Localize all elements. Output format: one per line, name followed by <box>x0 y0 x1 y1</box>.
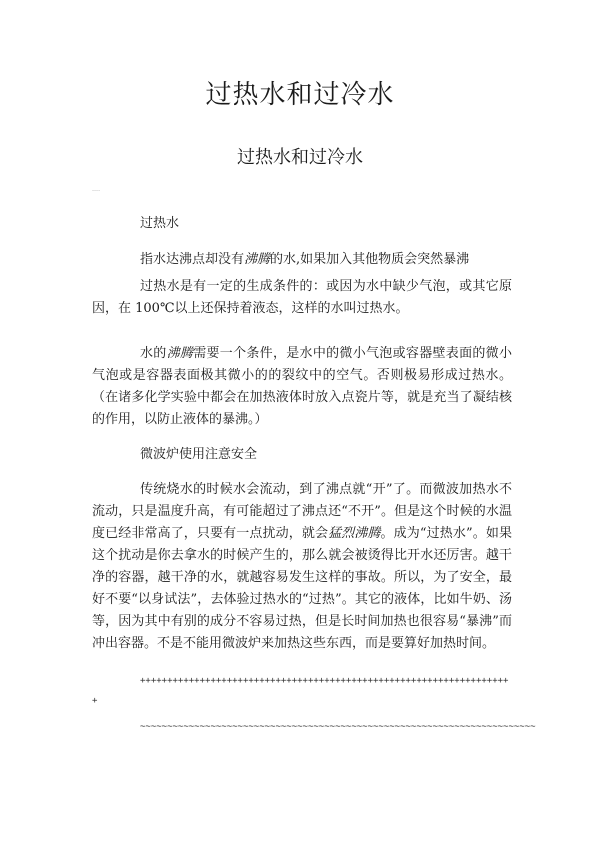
definition-line <box>140 249 469 271</box>
paragraph-1: 过热水是有一定的生成条件的：或因为水中缺少气泡，或其它原因，在 100℃以上还保持着液态，这样的水叫过热水。 <box>92 279 512 316</box>
paragraph-2-pre: 水的 <box>140 346 167 361</box>
paragraph-3-post: 。成为“过热水”。如果这个扰动是你去拿水的时候产生的，那么就会被烫得比开水还厉害。越干净的容器，越干净的水，就越容易发生这样的事故。所以，为了安全，最好不要“以身试法”，去体验过热水的“过热”。其它的液体，比如牛奶、汤等，因为其中有别的成分不容易过热，但是长时间加热也很容易“暴沸”而冲出容器。不是不能用微波炉来加热这些东西，而是要算好加热时间。 <box>92 526 512 651</box>
definition-text-post: 的水,如果加入其他物质会突然暴沸 <box>270 252 470 267</box>
section-heading-microwave-safety: 微波炉使用注意安全 <box>140 447 258 462</box>
sub-title: 过热水和过冷水 <box>237 147 363 168</box>
plus-divider: +++++++++++++++++++++++++++++++++++++++++++++++++++++++++++++++++++++ <box>92 676 509 706</box>
tiny-mark: ---- <box>92 187 101 194</box>
definition-text-emphasis: 沸腾 <box>244 252 271 267</box>
paragraph-2 <box>92 343 512 431</box>
definition-text-pre: 指水达沸点却没有 <box>140 252 245 267</box>
section-heading-superheated-water: 过热水 <box>140 216 180 231</box>
paragraph-3-emphasis: 猛烈沸腾 <box>328 526 381 541</box>
main-title: 过热水和过冷水 <box>205 80 395 110</box>
paragraph-3 <box>92 479 512 655</box>
tilde-divider: ~~~~~~~~~~~~~~~~~~~~~~~~~~~~~~~~~~~~~~~~~~~~~~~~~~~~~~~~~~~~~~~~~~~~~~~~~ <box>140 722 536 732</box>
paragraph-2-emphasis: 沸腾 <box>166 346 194 361</box>
paragraph-3-pre: 传统烧水的时候水会流动，到了沸点就“开”了。而微波加热水不流动，只是温度升高，有可能超过了沸点还“不开”。但是这个时候的水温度已经非常高了，只要有一点扰动，就会 <box>92 482 512 541</box>
paragraph-2-post: 需要一个条件，是水中的微小气泡或容器壁表面的微小气泡或是容器表面极其微小的的裂纹中的空气。否则极易形成过热水。（在诸多化学实验中都会在加热液体时放入点瓷片等，就是充当了凝结核的作用，以防止液体的暴沸。） <box>92 346 512 427</box>
